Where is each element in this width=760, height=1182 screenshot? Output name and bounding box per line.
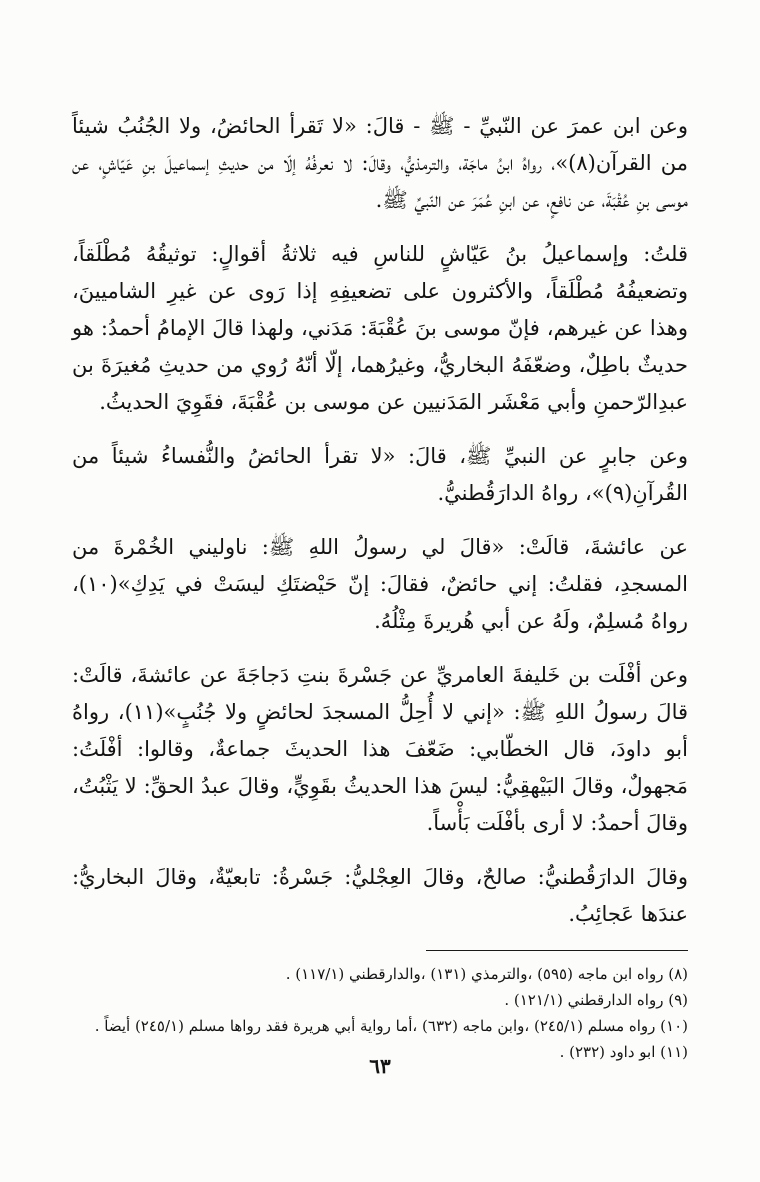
footnote-10: (١٠) رواه مسلم (٢٤٥/١) ،وابن ماجه (٦٣٢) ،أما رواية أبي هريرة فقد رواها مسلم (٢٤٥/١) أيضاً . — [94, 1017, 688, 1035]
paragraph-aisha-khumra-hadith: عن عائشةَ، قالَتْ: «قالَ لي رسولُ اللهِ ﷺ: ناوليني الخُمْرةَ من المسجدِ، فقلتُ: إني حائضٌ، فقالَ: إنّ حَيْضتَكِ ليسَتْ في يَدِكِ»(١٠)، رواهُ مُسلِمٌ، ولَهُ عن أبي هُريرةَ مِثْلُهُ. — [72, 535, 688, 633]
paragraph-aflat-hadith: وعن أفْلَت بن خَليفةَ العامريِّ عن جَسْرةَ بنتِ دَجاجَةَ عن عائشةَ، قالَتْ: قالَ رسولُ اللهِ ﷺ: «إني لا أُحِلُّ المسجدَ لحائضٍ ولا جُنُبٍ»(١١)، رواهُ أبو داودَ، قال الخطّابي: ضَعّفَ هذا الحديثَ جماعةٌ، وقالوا: أفْلَتُ: مَجهولٌ، وقالَ البَيْهقِيُّ: ليسَ هذا الحديثُ بقَوِيٍّ، وقالَ عبدُ الحقِّ: لا يَثْبُتُ، وقالَ أحمدُ: لا أرى بأفْلَت بَأْساً. — [72, 663, 688, 835]
paragraph-ismail-commentary: قلتُ: وإسماعيلُ بنُ عَيّاشٍ للناسِ فيه ثلاثةُ أقوالٍ: توثيقُهُ مُطْلَقاً، وتضعيفُهُ مُطْلَقاً، والأكثرون على تضعيفِهِ إذا رَوى عن غيرِ الشاميينَ، وهذا عن غيرهم، فإنّ موسى بنَ عُقْبَةَ: مَدَني، ولهذا قالَ الإمامُ أحمدُ: هو حديثٌ باطِلٌ، وضعّفَهُ البخاريُّ، وغيرُهما، إلّا أنّهُ رُوي من حديثِ مُغيرَةَ بن عبدِالرّحمنِ وأبي مَعْشَر المَدَنيين عن موسى بن عُقْبَةَ، فقَوِيَ الحديثُ. — [72, 242, 688, 414]
paragraph-jabir-hadith: وعن جابرٍ عن النبيِّ ﷺ، قالَ: «لا تقرأ الحائضُ والنُّفساءُ شيئاً من القُرآنِ(٩)»، رواهُ الدارَقُطنيُّ. — [72, 444, 688, 505]
footnote-divider — [426, 950, 688, 951]
footnotes-list — [72, 961, 688, 1065]
footnote-11: (١١) ابو داود (٢٣٢) . — [559, 1043, 688, 1061]
paragraph-daraqutni-remark: وقالَ الدارَقُطنيُّ: صالحٌ، وقالَ العِجْليُّ: جَسْرةُ: تابعيّةٌ، وقالَ البخاريُّ: عندَها عَجائِبُ. — [72, 865, 688, 926]
footnote-9: (٩) رواه الدارقطني (١٢١/١) . — [504, 991, 688, 1009]
page-number: ٦٣ — [369, 1054, 391, 1078]
paragraph-ibn-umar-hadith: وعن ابن عمرَ عن النّبيِّ - ﷺ - قالَ: «لا تَقرأ الحائضُ، ولا الجُنُبُ شيئاً من القرآن(٨)»، رواهُ ابنُ ماجَة، والترمذيُّ، وقالَ: لا نعرفُهُ إلّا من حديثِ إسماعيلَ بنِ عَيّاشٍ، عن موسى بنِ عُقْبَةَ، عن نافعٍ، عن ابنِ عُمَرَ عن النّبيِّ ﷺ. — [72, 114, 688, 212]
footnote-8: (٨) رواه ابن ماجه (٥٩٥) ،والترمذي (١٣١) ،والدارقطني (١١٧/١) . — [285, 965, 688, 983]
page-body — [72, 108, 688, 1065]
